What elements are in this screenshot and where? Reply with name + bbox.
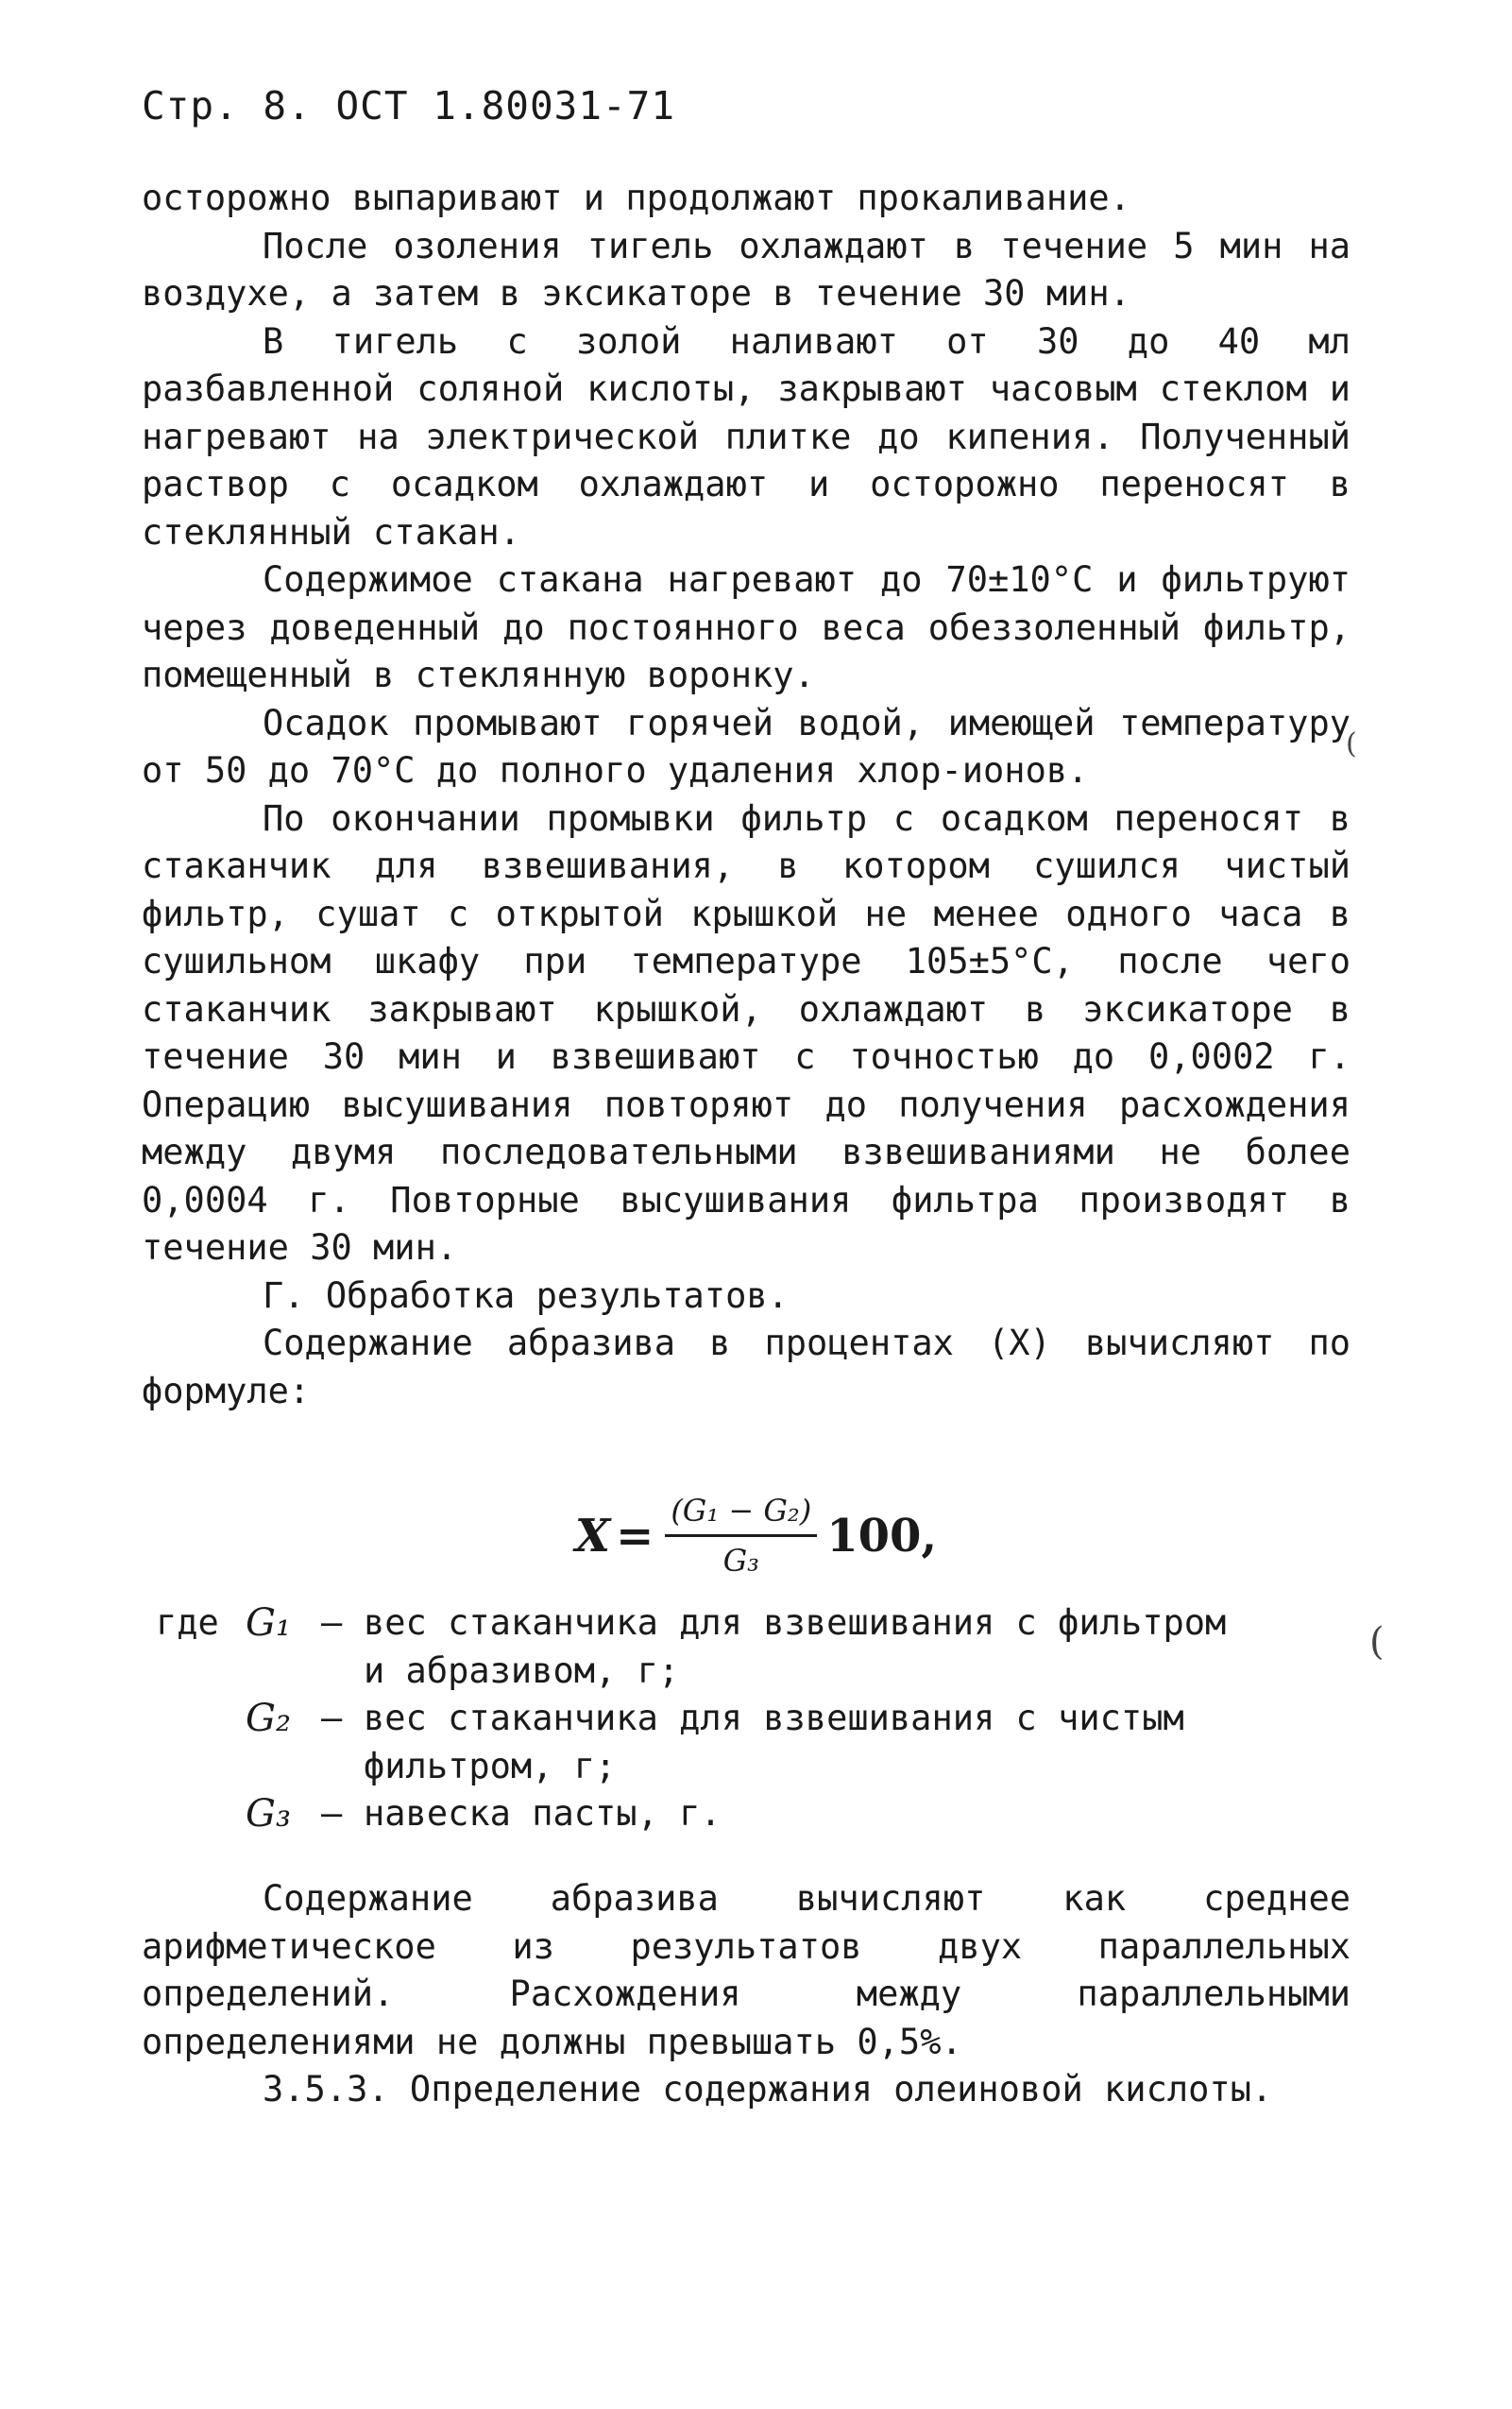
paragraph-1: осторожно выпаривают и продолжают прокаливание.	[142, 178, 1130, 218]
definition-continuation: фильтром, г;	[364, 1745, 617, 1786]
formula-equals: =	[616, 1509, 654, 1563]
definition-dash: –	[321, 1602, 343, 1643]
paragraph-average: Содержание абразива вычисляют как среднее арифметическое из результатов двух параллельных определений. Расхождения между параллельными определениями не должны превышать 0,5%.	[142, 1878, 1351, 2062]
scan-margin-mark: (	[1346, 727, 1357, 760]
paragraph-5: Осадок промывают горячей водой, имеющей температуру от 50 до 70°С до полного удаления хлор-ионов.	[142, 702, 1351, 791]
definition-item	[156, 1695, 1346, 1743]
formula-trail: ,	[921, 1509, 938, 1563]
next-section-heading: 3.5.3. Определение содержания олеиновой кислоты.	[263, 2069, 1273, 2110]
formula-denominator: G₃	[722, 1543, 759, 1579]
formula-fraction	[665, 1493, 817, 1579]
definition-dash: –	[321, 1793, 343, 1834]
paragraph-3: В тигель с золой наливают от 30 до 40 мл разбавленной соляной кислоты, закрывают часовым стеклом и нагревают на электрической плитке до кипения. Полученный раствор с осадком охлаждают и осторожно переносят в стеклянный стакан.	[142, 320, 1351, 553]
definitions-lead: где	[156, 1602, 219, 1643]
definition-text: навеска пасты, г.	[364, 1793, 722, 1834]
definition-item	[156, 1790, 1346, 1838]
definition-dash: –	[321, 1698, 343, 1738]
formula-numerator: (G₁ − G₂)	[665, 1493, 817, 1537]
definition-continuation: и абразивом, г;	[364, 1649, 680, 1691]
definition-symbol: G₃	[246, 1792, 291, 1836]
paragraph-formula-intro: Содержание абразива в процентах (X) вычисляют по формуле:	[142, 1323, 1351, 1411]
formula	[0, 1493, 1512, 1579]
definition-symbol: G₁	[246, 1601, 291, 1645]
formula-factor: 100	[826, 1509, 922, 1563]
definitions-list	[156, 1599, 1346, 1838]
paragraph-2: После озоления тигель охлаждают в течение 5 мин на воздухе, а затем в эксикаторе в течение 30 мин.	[142, 225, 1351, 314]
paragraph-6: По окончании промывки фильтр с осадком переносят в стаканчик для взвешивания, в котором сушился чистый фильтр, сушат с открытой крышкой не менее одного часа в сушильном шкафу при температуре 105±5°С, после чего стаканчик закрывают крышкой, охлаждают в эксикаторе в течение 30 мин и взвешивают с точностью до 0,0002 г. Операцию высушивания повторяют до получения расхождения между двумя последовательными взвешиваниями не более 0,0004 г. Повторные высушивания фильтра производят в течение 30 мин.	[142, 797, 1351, 1268]
body-text	[142, 175, 1351, 1415]
definition-text: вес стаканчика для взвешивания с чистым	[364, 1698, 1184, 1738]
paragraph-4: Содержимое стакана нагревают до 70±10°С и фильтруют через доведенный до постоянного веса обеззоленный фильтр, помещенный в стеклянную воронку.	[142, 559, 1351, 695]
section-heading: Г. Обработка результатов.	[263, 1274, 789, 1316]
formula-lhs: X	[574, 1509, 611, 1563]
scan-margin-mark: (	[1369, 1620, 1385, 1664]
closing-text	[142, 1875, 1351, 2114]
page-header: Стр. 8. ОСТ 1.80031-71	[142, 83, 676, 128]
definition-text: вес стаканчика для взвешивания с фильтром	[364, 1602, 1227, 1643]
definition-symbol: G₂	[246, 1697, 291, 1740]
definition-item	[156, 1599, 1346, 1648]
